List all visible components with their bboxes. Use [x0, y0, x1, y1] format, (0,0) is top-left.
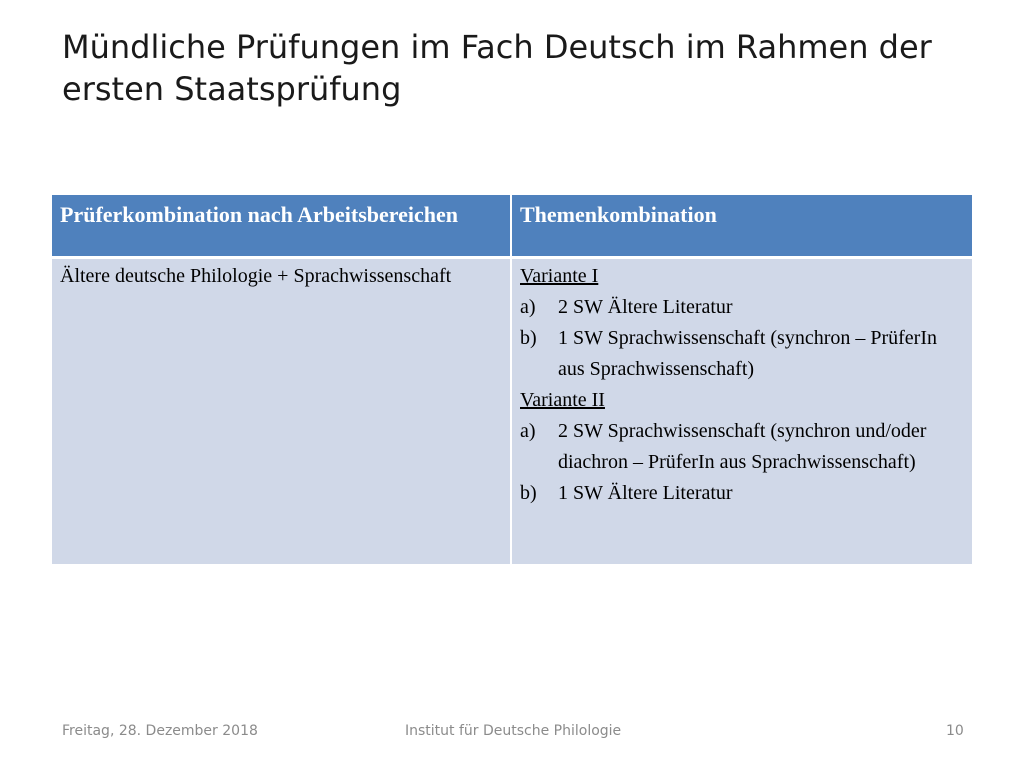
cell-topic-combination: [511, 257, 972, 564]
table-header-row: [52, 195, 972, 257]
slide-title: Mündliche Prüfungen im Fach Deutsch im Rahmen der ersten Staatsprüfung: [62, 28, 932, 108]
list-item-text: 1 SW Sprachwissenschaft (synchron – PrüferIn aus Sprachwissenschaft): [558, 326, 937, 380]
variant-heading: Variante II: [520, 388, 605, 411]
table-row: [52, 257, 972, 564]
list-item-text: 1 SW Ältere Literatur: [558, 481, 733, 504]
list-item: [520, 416, 964, 478]
list-marker: b): [520, 326, 537, 349]
list-marker: a): [520, 419, 536, 442]
variant-list: [520, 292, 964, 385]
cell-examiner-combination: Ältere deutsche Philologie + Sprachwissenschaft: [52, 257, 511, 564]
variant-heading: Variante I: [520, 264, 599, 287]
footer-institute: Institut für Deutsche Philologie: [405, 723, 622, 739]
header-topic-combination: Themenkombination: [511, 195, 972, 257]
footer-date: Freitag, 28. Dezember 2018: [62, 723, 258, 739]
exam-combination-table: [52, 195, 972, 564]
list-item: [520, 323, 964, 385]
list-item: [520, 478, 964, 509]
list-item-text: 2 SW Ältere Literatur: [558, 295, 733, 318]
list-marker: a): [520, 295, 536, 318]
list-item-text: 2 SW Sprachwissenschaft (synchron und/oder diachron – PrüferIn aus Sprachwissenschaft): [558, 419, 927, 473]
list-marker: b): [520, 481, 537, 504]
list-item: [520, 292, 964, 323]
footer-page-number: 10: [946, 723, 964, 739]
variant-list: [520, 416, 964, 509]
header-examiner-combination: Prüferkombination nach Arbeitsbereichen: [52, 195, 511, 257]
